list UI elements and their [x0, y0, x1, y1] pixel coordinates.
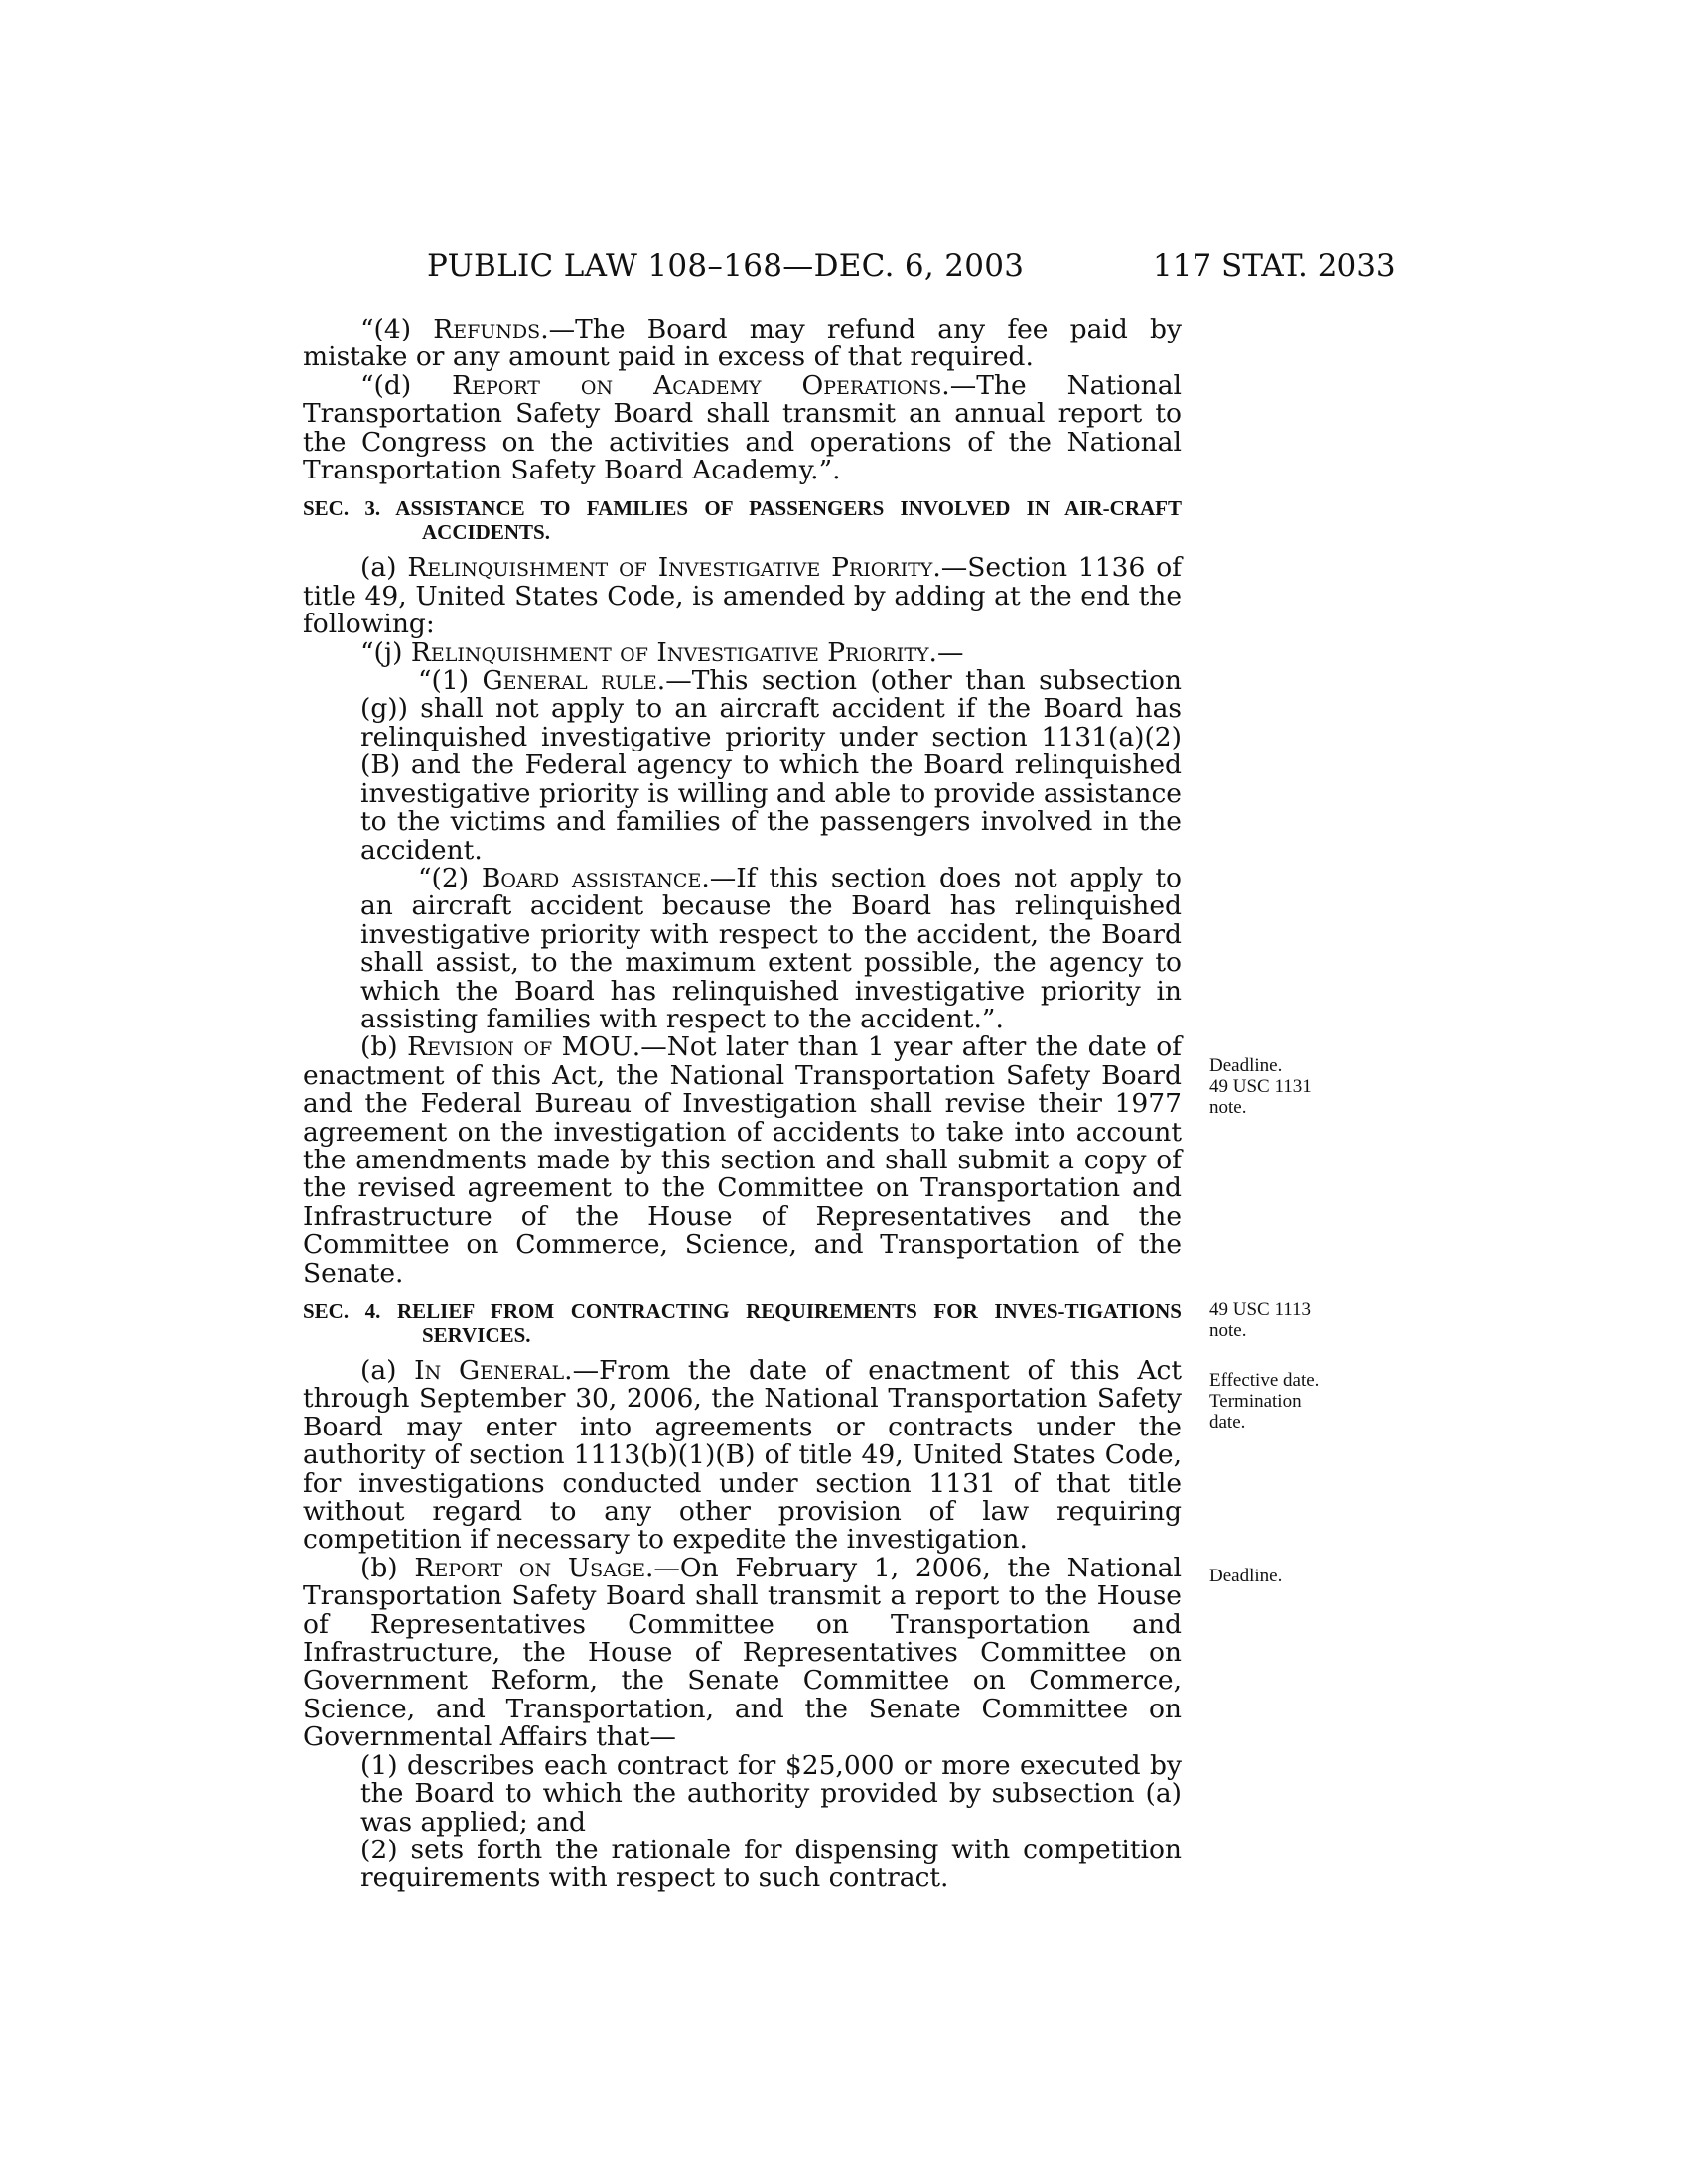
margin-note-49-usc-1113: 49 USC 1113 note. — [1209, 1299, 1312, 1341]
page-header-stat: 117 STAT. 2033 — [1153, 248, 1396, 284]
section-4-heading: SEC. 4. RELIEF FROM CONTRACTING REQUIREMENTS FOR INVES-TIGATIONS SERVICES. — [303, 1299, 1182, 1347]
heading-refunds: Refunds — [433, 314, 541, 344]
paragraph-4a: (a) In General.—From the date of enactment of this Act through September 30, 2006, the National Transportation Safety Board may enter into agreements or contracts under the authority of section 1113(b)(1)(B) of title 49, United States Code, for investigations conducted under section 1131 of that title without regard to any other provision of law requiring competition if necessary to expedite the investigation. — [303, 1355, 1183, 1556]
paragraph-j: “(j) Relinquishment of Investigative Priority.— — [360, 636, 964, 668]
paragraph-3b: (b) Revision of MOU.—Not later than 1 year after the date of enactment of this Act, the National Transportation Safety Board and the Federal Bureau of Investigation shall revise their 1977 agreement on the investigation of accidents to take into account the amendments made by this section and shall submit a copy of the revised agreement to the Committee on Transportation and Infrastructure of the House of Representatives and the Committee on Commerce, Science, and Transportation of the Senate. — [303, 1031, 1182, 1289]
list-item-1: (1) describes each contract for $25,000 or more executed by the Board to which the authority provided by subsection (a) was applied; and — [360, 1749, 1182, 1838]
paragraph-refunds: “(4) Refunds.—The Board may refund any fee paid by mistake or any amount paid in excess of that required. — [303, 314, 1182, 373]
page-header-title: PUBLIC LAW 108–168—DEC. 6, 2003 — [427, 248, 1025, 284]
list-item-2: (2) sets forth the rationale for dispensing with competition requirements with respect to such contract. — [360, 1834, 1182, 1894]
heading-report-academy: Report on Academy Operations — [452, 369, 942, 401]
paragraph-3a: (a) Relinquishment of Investigative Priority.—Section 1136 of title 49, United States Code, is amended by adding at the end the following: — [303, 552, 1182, 640]
heading-3b: Revision of MOU — [407, 1031, 633, 1063]
paragraph-j2: “(2) Board assistance.—If this section does not apply to an aircraft accident because the Board has relinquished investigative priority with respect to the accident, the Board shall assist, to the maximum extent possible, the agency to which the Board has relinquished investigative priority in assisting families with respect to the accident.”. — [360, 862, 1183, 1034]
heading-j: Relinquishment of Investigative Priority — [410, 636, 929, 668]
margin-note-effective-date: Effective date. Termination date. — [1209, 1370, 1320, 1433]
margin-note-deadline-1: Deadline. 49 USC 1131 note. — [1209, 1055, 1312, 1118]
heading-3a: Relinquishment of Investigative Priority — [407, 552, 933, 584]
paragraph-j1: “(1) General rule.—This section (other than subsection (g)) shall not apply to an aircraft accident if the Board has relinquished investigative priority under section 1131(a)(2)(B) and the Federal agency to which the Board relinquished investigative priority is willing and able to provide assistance to the victims and families of the passengers involved in the accident. — [360, 665, 1182, 866]
main-text — [303, 316, 1182, 1893]
paragraph-report-academy: “(d) Report on Academy Operations.—The National Transportation Safety Board shall transmit an annual report to the Congress on the activities and operations of the National Transportation Safety Board Academy.”. — [303, 369, 1182, 486]
heading-j1: General rule — [482, 665, 657, 697]
margin-note-deadline-2: Deadline. — [1209, 1566, 1283, 1586]
section-3-heading: SEC. 3. ASSISTANCE TO FAMILIES OF PASSENGERS INVOLVED IN AIR-CRAFT ACCIDENTS. — [303, 496, 1182, 545]
heading-4a: In General — [414, 1355, 565, 1386]
heading-4b: Report on Usage — [414, 1552, 645, 1583]
heading-j2: Board assistance — [481, 862, 702, 893]
paragraph-4b: (b) Report on Usage.—On February 1, 2006, the National Transportation Safety Board shall transmit a report to the House of Representatives Committee on Transportation and Infrastructure, the House of Representatives Committee on Government Reform, the Senate Committee on Commerce, Science, and Transportation, and the Senate Committee on Governmental Affairs that— — [303, 1552, 1182, 1753]
